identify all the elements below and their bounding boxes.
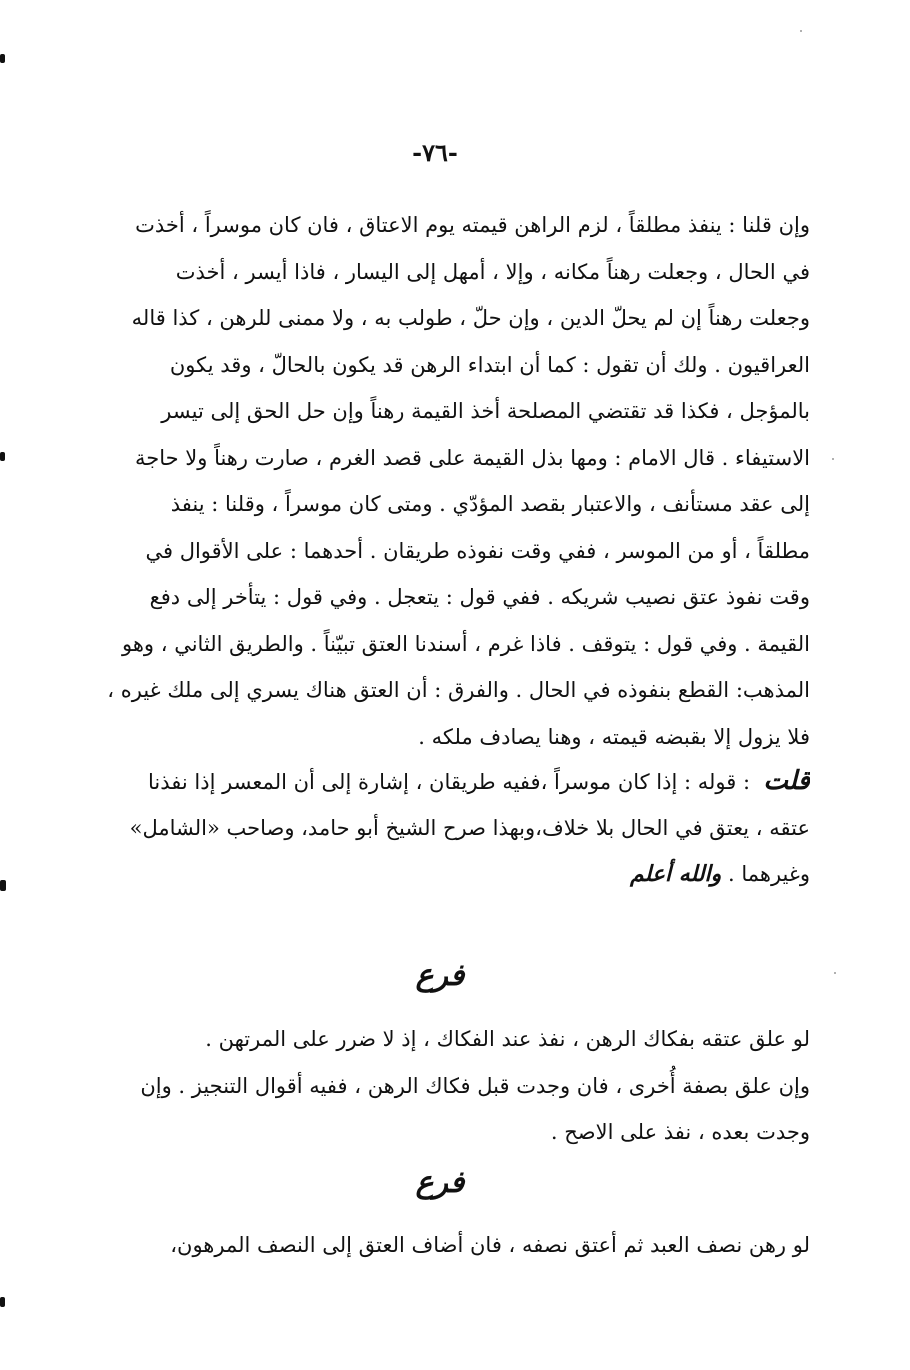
qult-label: قلت [763, 766, 810, 796]
main-paragraph [80, 202, 810, 760]
text-line: الاستيفاء . قال الامام : ومها بذل القيمة على قصد الغرم ، صارت رهناً ولا حاجة [134, 445, 810, 470]
text-line: العراقيون . ولك أن تقول : كما أن ابتداء الرهن قد يكون بالحالّ ، وقد يكون [169, 352, 810, 377]
qult-first-line: : قوله : إذا كان موسراً ،ففيه طريقان ، إشارة إلى أن المعسر إذا نفذنا [148, 770, 751, 794]
text-line: في الحال ، وجعلت رهناً مكانه ، وإلا ، أمهل إلى اليسار ، فاذا أيسر ، أخذت [175, 259, 810, 284]
text-line: وإن علق بصفة أُخرى ، فان وجدت قبل فكاك الرهن ، ففيه أقوال التنجيز . وإن [140, 1073, 810, 1098]
branch-paragraph [80, 1222, 810, 1269]
closing-formula: والله أعلم [629, 861, 722, 887]
branch-heading: فرع [415, 958, 465, 993]
qult-third-line: وغيرهما . [727, 862, 810, 886]
scan-edge-mark [0, 452, 5, 461]
text-line: القيمة . وفي قول : يتوقف . فاذا غرم ، أسندنا العتق تبيّناً . والطريق الثاني ، وهو [122, 631, 810, 656]
text-line [80, 758, 810, 805]
branch-heading: فرع [415, 1165, 465, 1200]
qult-paragraph [80, 758, 810, 898]
text-line: لو رهن نصف العبد ثم أعتق نصفه ، فان أضاف العتق إلى النصف المرهون، [170, 1233, 810, 1257]
text-line: إلى عقد مستأنف ، والاعتبار بقصد المؤدّي . ومتى كان موسراً ، وقلنا : ينفذ [170, 492, 810, 516]
page-number: -٧٦- [412, 138, 458, 167]
scan-edge-mark [0, 880, 6, 891]
scan-edge-mark [0, 1297, 5, 1307]
text-line: مطلقاً ، أو من الموسر ، ففي وقت نفوذه طريقان . أحدهما : على الأقوال في [145, 538, 810, 563]
text-line [80, 851, 810, 898]
scan-speck [832, 458, 834, 460]
scan-speck [800, 30, 802, 32]
text-line: لو علق عتقه بفكاك الرهن ، نفذ عند الفكاك ، إذ لا ضرر على المرتهن . [205, 1027, 810, 1051]
text-line: بالمؤجل ، فكذا قد تقتضي المصلحة أخذ القيمة رهناً وإن حل الحق إلى تيسر [161, 399, 810, 423]
text-line: وجدت بعده ، نفذ على الاصح . [550, 1120, 810, 1144]
text-line: وإن قلنا : ينفذ مطلقاً ، لزم الراهن قيمته يوم الاعتاق ، فان كان موسراً ، أخذت [135, 213, 810, 237]
text-line: وقت نفوذ عتق نصيب شريكه . ففي قول : يتعجل . وفي قول : يتأخر إلى دفع [149, 585, 810, 609]
branch-paragraph [80, 1016, 810, 1156]
text-line: فلا يزول إلا بقبضه قيمته ، وهنا يصادف ملكه . [418, 724, 810, 749]
text-line: المذهب: القطع بنفوذه في الحال . والفرق : أن العتق هناك يسري إلى ملك غيره ، [107, 678, 810, 702]
text-line: وجعلت رهناً إن لم يحلّ الدين ، وإن حلّ ، طولب به ، ولا ممنى للرهن ، كذا قاله [131, 306, 810, 330]
scan-edge-mark [0, 54, 5, 63]
text-line: عتقه ، يعتق في الحال بلا خلاف،وبهذا صرح الشيخ أبو حامد، وصاحب «الشامل» [129, 815, 810, 840]
